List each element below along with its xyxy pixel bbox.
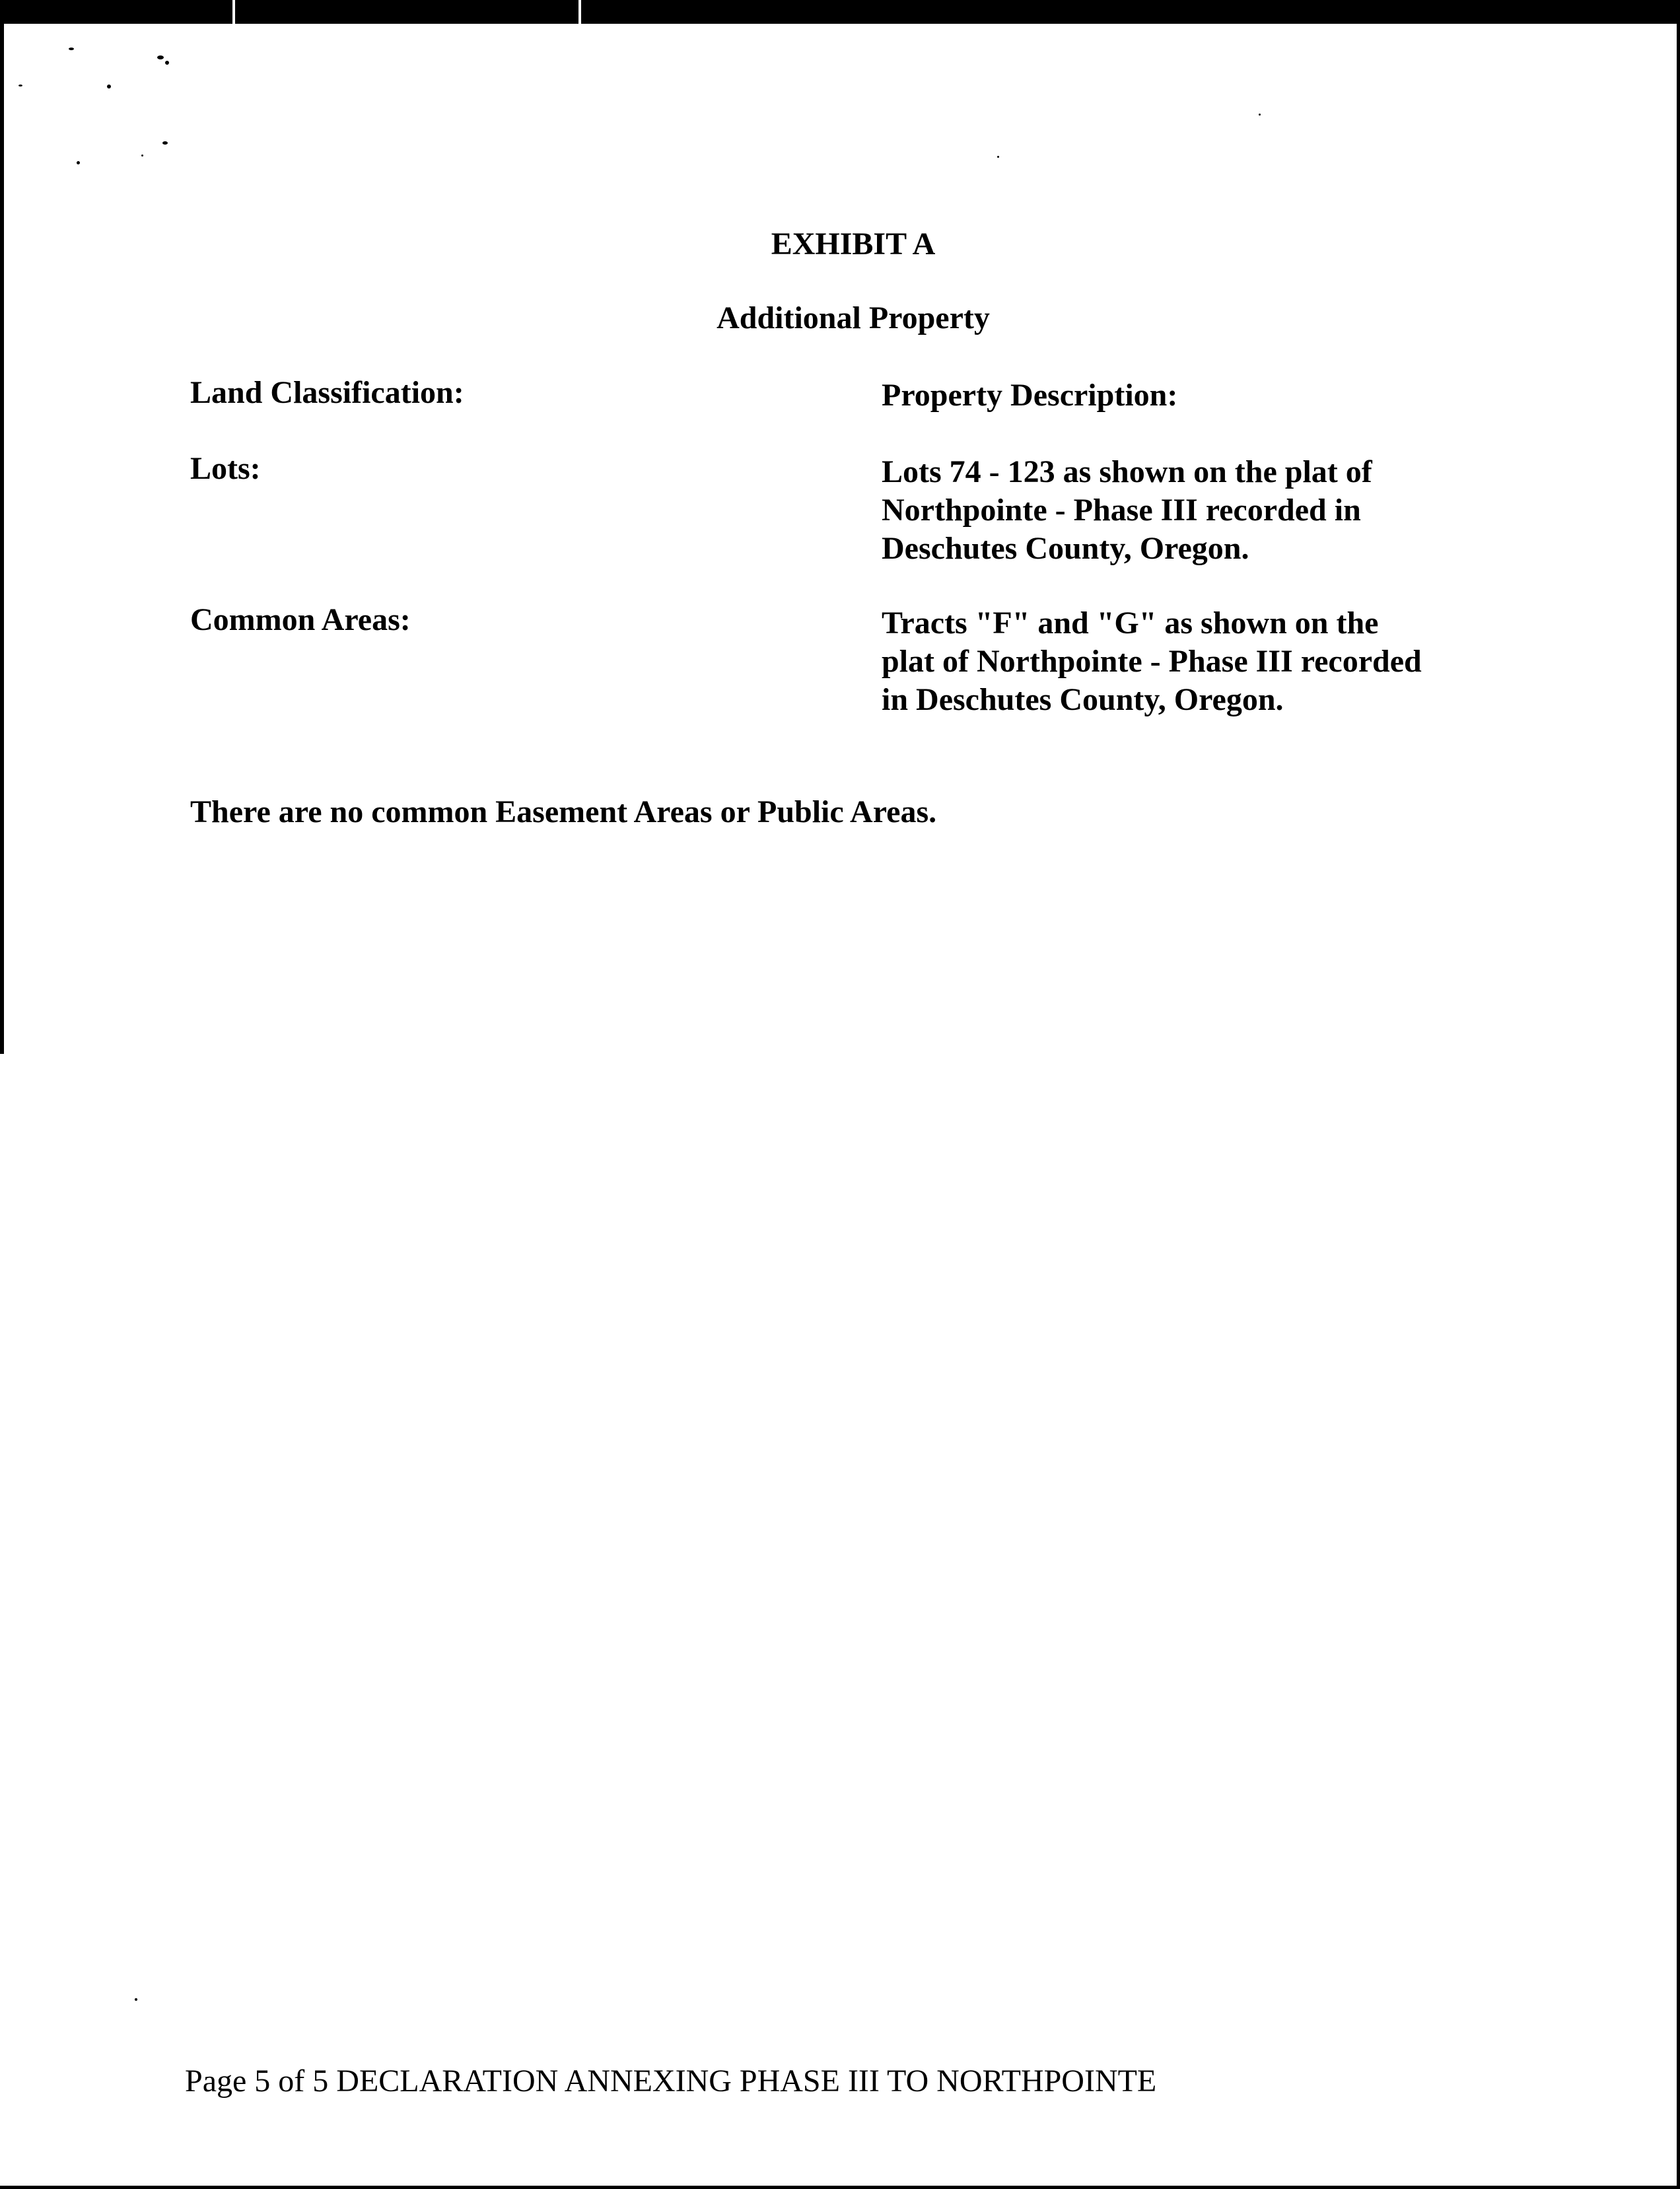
scan-speck: [997, 156, 999, 158]
common-areas-description: [882, 604, 1476, 719]
scan-speck: [162, 141, 168, 145]
scan-border-bottom: [0, 2186, 1680, 2189]
lots-label: Lots:: [190, 451, 261, 486]
description-line: Northpointe - Phase III recorded in: [882, 493, 1361, 528]
property-description-header: Property Description:: [882, 378, 1178, 413]
scan-border-gap: [232, 0, 235, 24]
description-line: Tracts "F" and "G" as shown on the: [882, 606, 1379, 641]
scan-border-left: [0, 24, 4, 1054]
page-footer: Page 5 of 5 DECLARATION ANNEXING PHASE III TO NORTHPOINTE: [185, 2064, 1157, 2099]
lots-description: [882, 453, 1476, 568]
exhibit-subtitle: Additional Property: [717, 300, 990, 335]
scan-speck: [157, 55, 164, 59]
description-line: Deschutes County, Oregon.: [882, 531, 1249, 566]
scan-speck: [69, 48, 74, 50]
common-areas-label: Common Areas:: [190, 602, 411, 637]
scan-border-right: [1677, 24, 1680, 2189]
description-line: Lots 74 - 123 as shown on the plat of: [882, 454, 1372, 489]
description-line: plat of Northpointe - Phase III recorded: [882, 644, 1422, 679]
scan-border-top: [0, 0, 1680, 24]
scan-speck: [135, 1998, 137, 2001]
exhibit-title: EXHIBIT A: [771, 226, 936, 261]
scan-border-gap: [578, 0, 581, 24]
land-classification-header: Land Classification:: [190, 375, 464, 410]
scan-speck: [165, 61, 169, 65]
scan-speck: [107, 85, 111, 88]
scan-speck: [141, 155, 143, 156]
easement-note: There are no common Easement Areas or Public Areas.: [190, 794, 937, 829]
scan-speck: [18, 85, 22, 87]
scan-speck: [1259, 114, 1261, 116]
description-line: in Deschutes County, Oregon.: [882, 682, 1284, 717]
scan-speck: [77, 161, 80, 164]
